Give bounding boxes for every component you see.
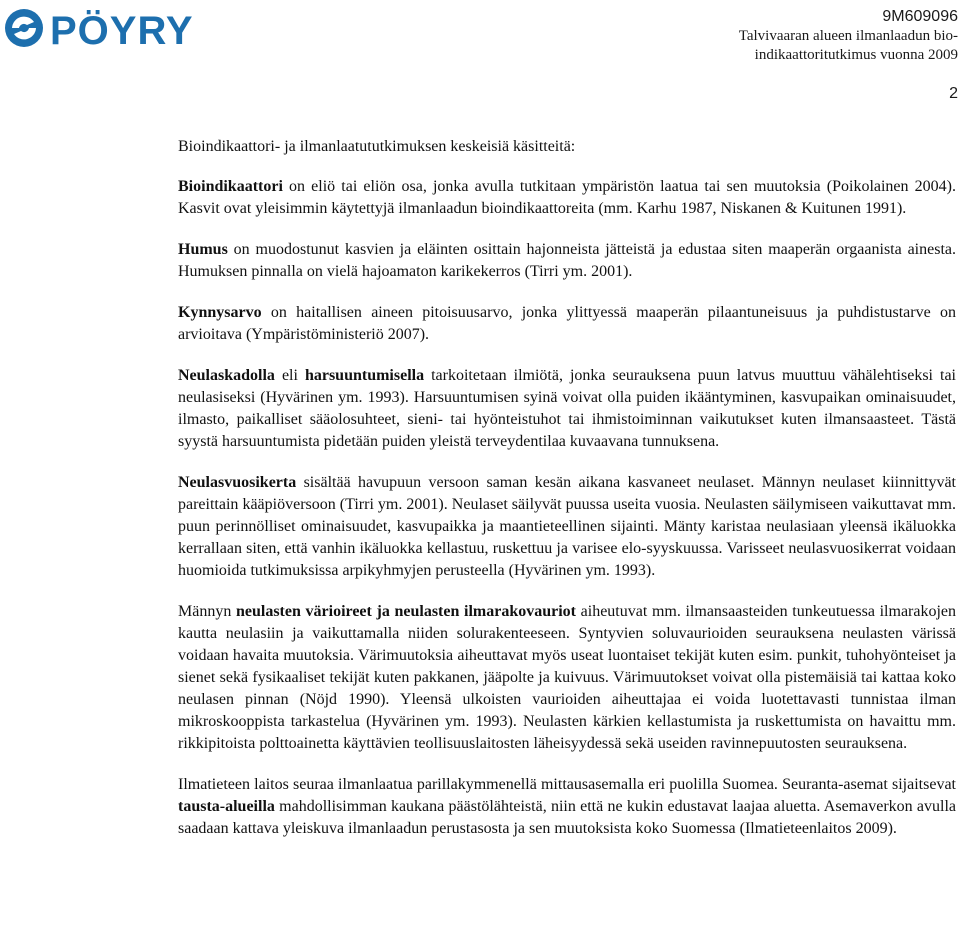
lead-text: Ilmatieteen laitos seuraa ilmanlaatua parillakymmenellä mittausasemalla eri puolilla Suomea. Seuranta-asemat sijaitsevat xyxy=(178,776,956,793)
term: Neulaskadolla xyxy=(178,367,275,384)
document-title: Talvivaaran alueen ilmanlaadun bio-indikaattoritutkimus vuonna 2009 xyxy=(738,28,958,63)
term: Bioindikaattori xyxy=(178,178,283,195)
page-number: 2 xyxy=(949,85,958,102)
definition-neulasvuosikerta xyxy=(178,472,956,582)
document-body xyxy=(178,136,956,859)
term: tausta-alueilla xyxy=(178,798,275,815)
term: Kynnysarvo xyxy=(178,304,262,321)
definition-text: aiheutuvat mm. ilmansaasteiden tunkeutuessa ilmarakojen kautta neulasiin ja vaikuttamalla niiden solurakenteeseen. Syntyvien soluvaurioiden seurauksena neulasten värissä voidaan havaita muutoksia. Värimuutoksia aiheuttavat myös useat luontaiset tekijät kuten esim. punkit, tuhohyönteiset ja sienet sekä fysikaaliset tekijät kuten pakkanen, jääpolte ja kuivuus. Värimuutokset voivat olla pistemäisiä tai kattaa koko neulasen pinnan (Nöjd 1990). Yleensä ulkoisten vaurioiden aiheuttajaa ei voida luotettavasti tunnistaa ilman mikroskooppista tarkastelua (Hyvärinen ym. 1993). Neulasten kärkien kellastumista ja ruskettumista on havaittu mm. rikkipitoista polttoainetta käyttävien teollisuuslaitosten läheisyydessä sekä useiden ravinnepuutosten seurauksena. xyxy=(178,603,957,752)
term: harsuuntumisella xyxy=(304,367,425,384)
connector-text: eli xyxy=(274,367,305,384)
term: Humus xyxy=(178,241,228,258)
document-id: 9M609096 xyxy=(882,8,958,25)
definition-vario ireet xyxy=(178,601,956,755)
term: Neulasvuosikerta xyxy=(178,474,297,491)
definition-humus xyxy=(178,239,956,283)
poyry-logo-icon xyxy=(2,4,242,52)
company-logo xyxy=(2,4,242,52)
lead-text: Männyn xyxy=(178,603,236,620)
definition-text: on eliö tai eliön osa, jonka avulla tutkitaan ympäristön laatua tai sen muutoksia (Poikolainen 2004). Kasvit ovat yleisimmin käytettyjä ilmanlaadun bioindikaattoreita (mm. Karhu 1987, Niskanen & Kuitunen 1991). xyxy=(178,178,956,217)
definition-text: on haitallisen aineen pitoisuusarvo, jonka ylittyessä maaperän pilaantuneisuus ja puhdistustarve on arvioitava (Ympäristöministeriö 2007). xyxy=(178,304,956,343)
definition-bioindikaattori xyxy=(178,176,956,220)
definition-text: mahdollisimman kaukana päästölähteistä, niin että ne kukin edustavat laajaa aluetta. Asemaverkon avulla saadaan kattava yleiskuva ilmanlaadun perustasosta ja sen muutoksista koko Suomessa (Ilmatieteenlaitos 2009). xyxy=(178,798,956,837)
definition-tausta-alueet xyxy=(178,774,956,840)
definition-neulaskato xyxy=(178,365,956,453)
term: neulasten värioireet ja neulasten ilmarakovauriot xyxy=(235,603,577,620)
intro-heading: Bioindikaattori- ja ilmanlaatututkimuksen keskeisiä käsitteitä: xyxy=(178,138,576,155)
definition-text: on muodostunut kasvien ja eläinten osittain hajonneista jätteistä ja edustaa siten maaperän orgaanista ainesta. Humuksen pinnalla on vielä hajoamaton karikekerros (Tirri ym. 2001). xyxy=(178,241,956,280)
definition-text: sisältää havupuun versoon saman kesän aikana kasvaneet neulaset. Männyn neulaset kiinnittyvät pareittain kääpiöversoon (Tirri ym. 2001). Neulaset säilyvät puussa useita vuosia. Neulasten säilymiseen vaikuttavat mm. puun perinnölliset ominaisuudet, kasvupaikka ja maantieteellinen sijainti. Mänty karistaa neulasiaan yleensä ikäluokka kerrallaan siten, että vanhin ikäluokka kellastuu, ruskettuu ja varisee elo-syyskuussa. Varisseet neulasvuosikerrat voidaan huomioida tutkimuksissa arpikyhmyjen perusteella (Hyvärinen ym. 1993). xyxy=(178,474,956,579)
logo-wordmark: PÖYRY xyxy=(50,9,194,52)
definition-kynnysarvo xyxy=(178,302,956,346)
definition-text: tarkoitetaan ilmiötä, jonka seurauksena puun latvus muuttuu vähälehtiseksi tai neulasiseksi (Hyvärinen ym. 1993). Harsuuntumisen syinä voivat olla puiden ikääntyminen, kasvupaikan ominaisuudet, ilmasto, paikalliset sääolosuhteet, sieni- tai hyönteistuhot tai ihmistoiminnan vaikutukset kuten ilmansaasteet. Tästä syystä harsuuntumista pidetään puiden yleistä terveydentilaa kuvaavana tunnuksena. xyxy=(178,367,956,450)
